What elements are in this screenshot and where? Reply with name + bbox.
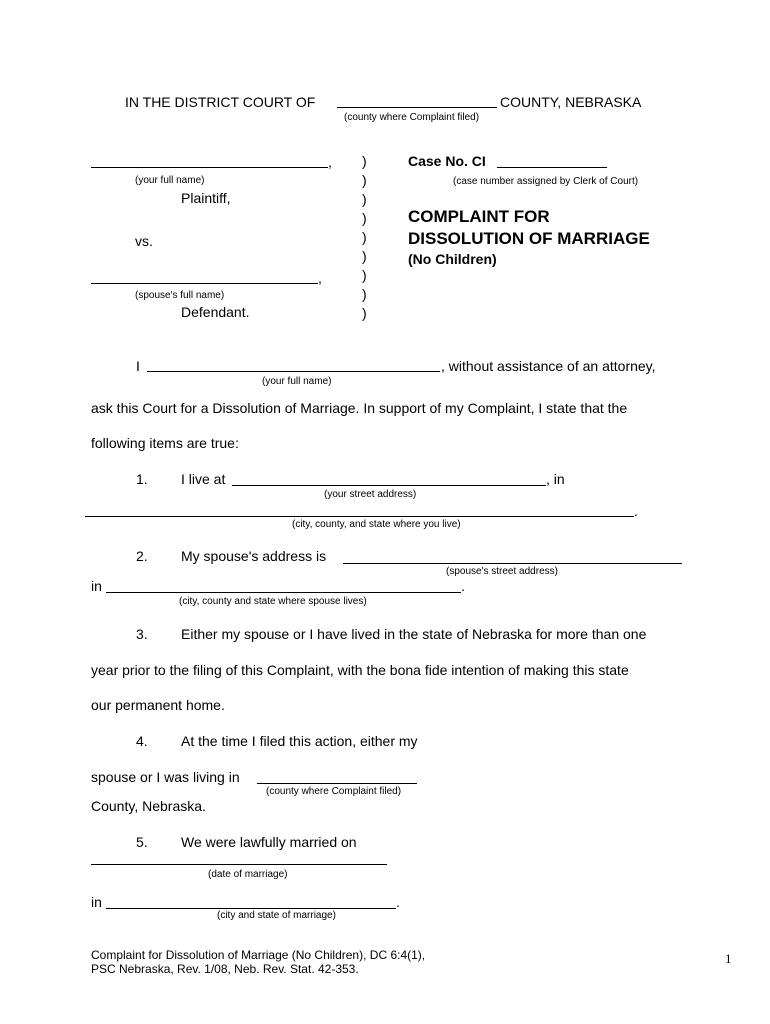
item1-period: . (634, 503, 638, 519)
page-number: 1 (725, 951, 732, 966)
item3-number: 3. (136, 626, 148, 642)
footer-line2: PSC Nebraska, Rev. 1/08, Neb. Rev. Stat. 42-353. (91, 962, 359, 976)
court-prefix: IN THE DISTRICT COURT OF (125, 94, 316, 110)
item5-period: . (396, 894, 400, 910)
item4-county-hint: (county where Complaint filed) (266, 786, 402, 797)
case-no-blank[interactable] (497, 167, 607, 168)
item1-in: , in (546, 471, 565, 487)
plaintiff-name-blank[interactable] (91, 167, 328, 168)
item1-city-hint: (city, county, and state where you live) (292, 519, 461, 530)
street-address-blank[interactable] (232, 485, 546, 486)
item4-line3: County, Nebraska. (91, 798, 206, 814)
caption-paren: ) (362, 229, 367, 245)
caption-paren: ) (362, 210, 367, 226)
defendant-name-blank[interactable] (91, 283, 318, 284)
item2-in: in (91, 578, 102, 594)
item4-number: 4. (136, 733, 148, 749)
spouse-street-blank[interactable] (343, 563, 682, 564)
caption-paren: ) (362, 191, 367, 207)
case-no-hint: (case number assigned by Clerk of Court) (453, 176, 639, 187)
caption-paren: ) (362, 153, 367, 169)
item2-city-hint: (city, county and state where spouse lives) (179, 596, 367, 607)
plaintiff-comma: , (328, 154, 332, 170)
intro-i: I (136, 358, 140, 374)
marriage-date-blank[interactable] (91, 864, 387, 865)
item3-line1: Either my spouse or I have lived in the state of Nebraska for more than one (181, 626, 647, 642)
defendant-comma: , (318, 270, 322, 286)
item2-period: . (461, 578, 465, 594)
vs-label: vs. (135, 233, 153, 249)
item1-number: 1. (136, 471, 148, 487)
item5-number: 5. (136, 834, 148, 850)
caption-paren: ) (362, 172, 367, 188)
footer-line1: Complaint for Dissolution of Marriage (No Children), DC 6:4(1), (91, 948, 426, 962)
case-no-label: Case No. CI (408, 153, 486, 169)
item3-line3: our permanent home. (91, 697, 225, 713)
your-name-blank[interactable] (147, 371, 440, 372)
caption-paren: ) (362, 286, 367, 302)
caption-paren: ) (362, 248, 367, 264)
intro-after-name: , without assistance of an attorney, (441, 358, 656, 374)
item4-line2: spouse or I was living in (91, 769, 240, 785)
marriage-place-blank[interactable] (106, 908, 396, 909)
item2-street-hint: (spouse's street address) (446, 566, 558, 577)
caption-paren: ) (362, 267, 367, 283)
defendant-label: Defendant. (181, 304, 250, 320)
intro-name-hint: (your full name) (262, 376, 332, 387)
county-residence-blank[interactable] (257, 783, 417, 784)
item2-text: My spouse's address is (181, 548, 327, 564)
caption-paren: ) (362, 305, 367, 321)
item5-in: in (91, 894, 102, 910)
defendant-hint: (spouse's full name) (135, 290, 225, 301)
intro-line3: following items are true: (91, 435, 239, 451)
item5-place-hint: (city and state of marriage) (217, 910, 336, 921)
plaintiff-label: Plaintiff, (181, 190, 231, 206)
item1-street-hint: (your street address) (324, 489, 417, 500)
complaint-title-line1: COMPLAINT FOR (408, 207, 550, 226)
item4-line1: At the time I filed this action, either my (181, 733, 418, 749)
item3-line2: year prior to the filing of this Complaint, with the bona fide intention of making this state (91, 662, 629, 678)
complaint-title-line3: (No Children) (408, 251, 497, 267)
plaintiff-hint: (your full name) (135, 175, 205, 186)
complaint-title-line2: DISSOLUTION OF MARRIAGE (408, 229, 650, 248)
item5-text: We were lawfully married on (181, 834, 357, 850)
county-blank[interactable] (337, 107, 497, 108)
county-hint: (county where Complaint filed) (344, 112, 480, 123)
city-county-state-blank[interactable] (85, 516, 634, 517)
item5-date-hint: (date of marriage) (208, 869, 288, 880)
item2-number: 2. (136, 548, 148, 564)
spouse-city-blank[interactable] (106, 592, 461, 593)
court-suffix: COUNTY, NEBRASKA (500, 94, 642, 110)
item1-text: I live at (181, 471, 226, 487)
intro-line2: ask this Court for a Dissolution of Marriage. In support of my Complaint, I state that the (91, 400, 628, 416)
